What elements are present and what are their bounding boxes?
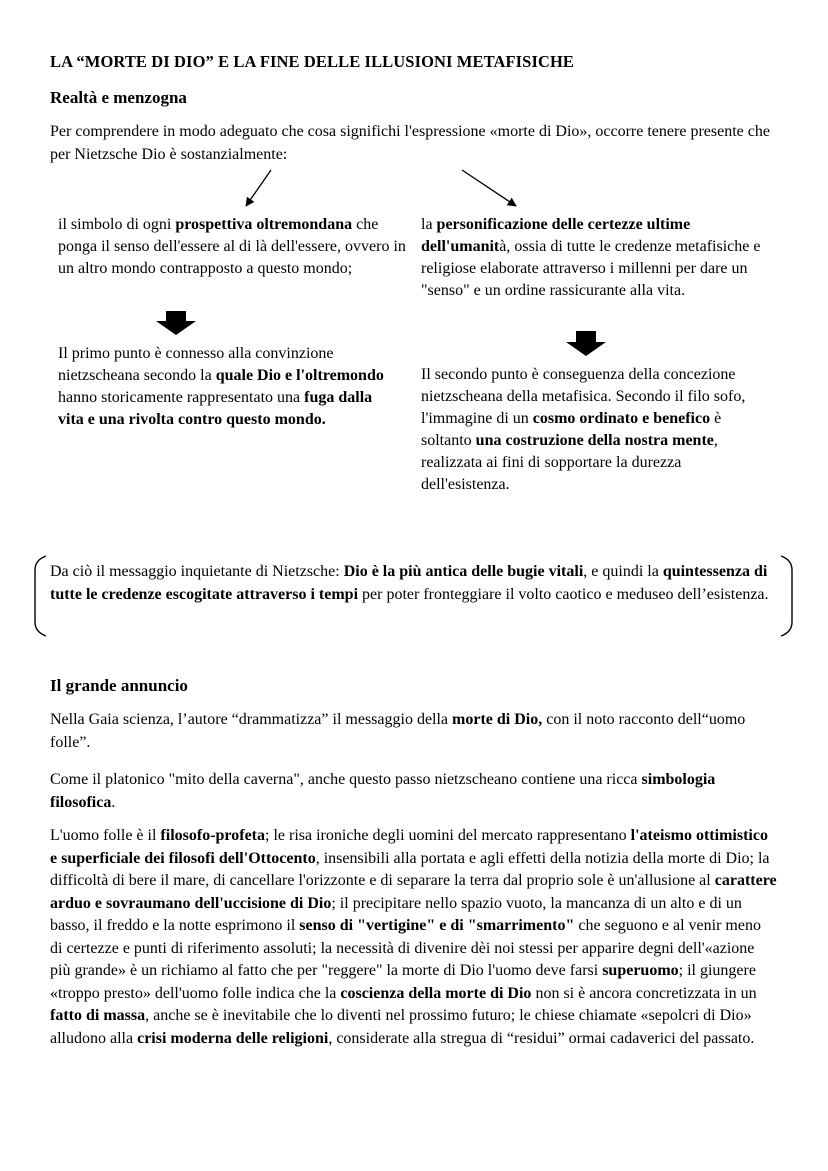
down-arrow-right-icon [566, 331, 606, 356]
paragraph-uomo-folle: L'uomo folle è il filosofo-profeta; le risa ironiche degli uomini del mercato rappresentano l'ateismo ottimistico e superficiale dei filosofi dell'Ottocento, insensibili alla portata e agli effetti della notizia della morte di Dio; la difficoltà di bere il mare, di cancellare l'orizzonte e di separare la terra dal proprio sole è un'allusione al carattere arduo e sovraumano dell'uccisione di Dio; il precipitare nello spazio vuoto, la mancanza di un alto e di un basso, il freddo e la notte esprimono il senso di "vertigine" e di "smarrimento" che seguono e al venir meno di certezze e punti di riferimento assoluti; la necessità di divenire dèi noi stessi per apparire degni dell'«azione più grande» è un richiamo al fatto che per "reggere" la morte di Dio l'uomo deve farsi superuomo; il giungere «troppo presto» dell'uomo folle indica che la coscienza della morte di Dio non si è ancora concretizzata in un fatto di massa, anche se è inevitabile che lo diventi nel prossimo futuro; le chiese chiamate «sepolcri di Dio» alludono alla crisi moderna delle religioni, considerate alla stregua di “residui” ormai cadaverici del passato. [50, 827, 777, 1047]
bracket-right [781, 556, 792, 636]
intro-paragraph: Per comprendere in modo adeguato che cosa significhi l'espressione «morte di Dio», occorre tenere presente che per Nietzsche Dio è sostanzialmente: [50, 123, 770, 163]
section-heading-annuncio: Il grande annuncio [50, 676, 188, 695]
page-title: LA “MORTE DI DIO” E LA FINE DELLE ILLUSIONI METAFISICHE [50, 52, 575, 71]
right-box-personificazione: la personificazione delle certezze ultime dell'umanità, ossia di tutte le credenze metafisiche e religiose elaborate attraverso i millenni per dare un "senso" e un ordine rassicurante alla vita. [421, 216, 761, 299]
arrow-right-diagonal [462, 170, 516, 206]
paragraph-mito-caverna: Come il platonico "mito della caverna", anche questo passo nietzscheano contiene una ricca simbologia filosofica. [50, 771, 716, 811]
arrow-left-diagonal [246, 170, 271, 206]
paragraph-gaia-scienza: Nella Gaia scienza, l’autore “drammatizza” il messaggio della morte di Dio, con il noto racconto dell“uomo folle”. [50, 711, 746, 751]
section-heading-realta: Realtà e menzogna [50, 88, 187, 107]
down-arrow-left-icon [156, 311, 196, 335]
right-box-secondo-punto: Il secondo punto è conseguenza della concezione nietzscheana della metafisica. Secondo il filo sofo, l'immagine di un cosmo ordinato e benefico è soltanto una costruzione della nostra mente, realizzata ai fini di sopportare la durezza dell'esistenza. [421, 366, 746, 493]
callout-box: Da ciò il messaggio inquietante di Nietzsche: Dio è la più antica delle bugie vitali, e quindi la quintessenza di tutte le credenze escogitate attraverso i tempi per poter fronteggiare il volto caotico e meduseo dell’esistenza. [50, 563, 769, 603]
bracket-left [35, 556, 46, 636]
left-box-prospettiva: il simbolo di ogni prospettiva oltremondana che ponga il senso dell'essere al di là dell'essere, ovvero in un altro mondo contrapposto a questo mondo; [58, 216, 406, 277]
left-box-primo-punto: Il primo punto è connesso alla convinzione nietzscheana secondo la quale Dio e l'oltremondo hanno storicamente rappresentato una fuga dalla vita e una rivolta contro questo mondo. [58, 345, 384, 428]
